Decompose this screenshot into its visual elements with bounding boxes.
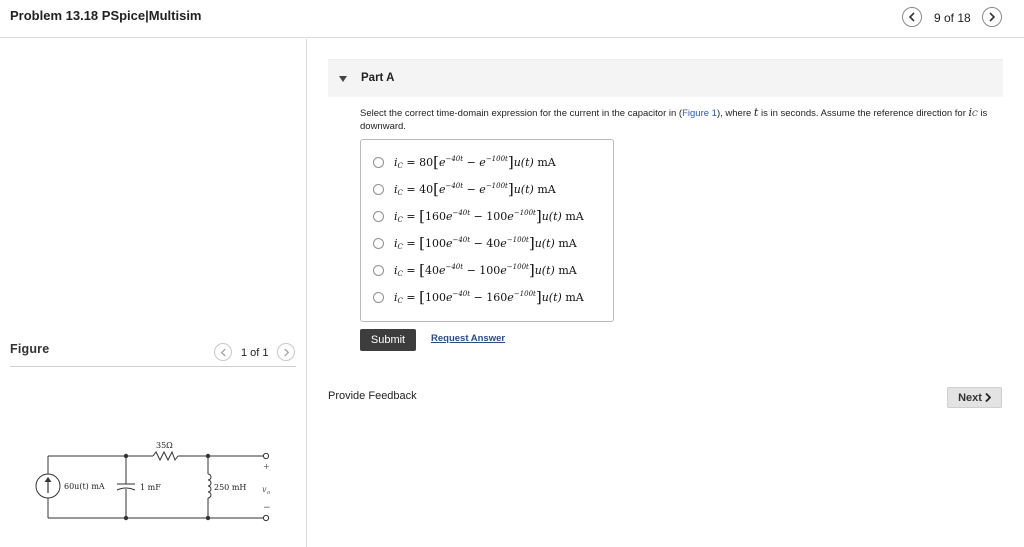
figure-next-button[interactable] — [277, 343, 295, 361]
ic-variable: i — [968, 106, 973, 119]
circuit-diagram[interactable] — [30, 436, 280, 528]
radio-button[interactable] — [373, 211, 384, 222]
t-variable: t — [753, 106, 759, 119]
caret-down-icon[interactable] — [339, 76, 347, 82]
inductor-label: 250 mH — [214, 483, 247, 492]
answer-expression: $i_C = 40[e^{-40t} - e^{-100t}]u(t)$ mA — [394, 180, 556, 198]
terminal-bottom — [263, 515, 268, 520]
figure-heading: Figure — [10, 342, 50, 356]
resistor-symbol — [153, 452, 178, 460]
question-text-mid2: is in seconds. Assume the reference direction for — [758, 108, 969, 119]
figure-divider — [10, 366, 296, 367]
part-a-header[interactable] — [328, 59, 1003, 97]
minus-label: − — [263, 503, 271, 513]
problem-counter: 9 of 18 — [934, 11, 971, 25]
output-sub-label: o — [267, 490, 271, 496]
answer-option[interactable] — [373, 287, 584, 307]
node-bottom-cap — [124, 516, 128, 520]
radio-button[interactable] — [373, 292, 384, 303]
answer-option[interactable] — [373, 206, 584, 226]
header-bar — [0, 0, 1024, 38]
question-text-start: Select the correct time-domain expression for the current in the capacitor in ( — [360, 108, 683, 119]
answer-options — [360, 139, 614, 322]
request-answer-link[interactable]: Request Answer — [431, 333, 506, 344]
answer-option[interactable] — [373, 233, 577, 253]
chevron-right-icon — [985, 393, 991, 402]
answer-expression: $i_C = 80[e^{-40t} - e^{-100t}]u(t)$ mA — [394, 153, 556, 171]
node-top-cap — [124, 454, 128, 458]
node-top-ind — [206, 454, 210, 458]
answer-expression: $i_C = [40e^{-40t} - 100e^{-100t}]u(t)$ mA — [394, 261, 577, 279]
node-bottom-ind — [206, 516, 210, 520]
panel-divider — [306, 39, 307, 547]
output-label: v — [262, 485, 267, 494]
answer-expression: $i_C = [100e^{-40t} - 160e^{-100t}]u(t)$ mA — [394, 288, 584, 306]
radio-button[interactable] — [373, 184, 384, 195]
next-button[interactable] — [947, 387, 1002, 408]
submit-button[interactable]: Submit — [360, 329, 416, 351]
inductor-symbol — [208, 474, 211, 498]
source-label: 60u(t) mA — [64, 482, 105, 491]
part-a-label: Part A — [361, 72, 395, 84]
source-arrow-head — [45, 477, 52, 482]
chevron-left-icon — [908, 12, 916, 22]
answer-option[interactable] — [373, 260, 577, 280]
chevron-right-icon — [283, 348, 290, 357]
capacitor-label: 1 mF — [140, 483, 161, 492]
question-text-end: is downward. — [360, 108, 988, 132]
answer-expression: $i_C = [160e^{-40t} - 100e^{-100t}]u(t)$ mA — [394, 207, 584, 225]
answer-option[interactable] — [373, 152, 556, 172]
chevron-right-icon — [988, 12, 996, 22]
resistor-label: 35Ω — [156, 441, 173, 450]
chevron-left-icon — [220, 348, 227, 357]
ic-subscript: C — [972, 109, 978, 118]
figure-link[interactable]: Figure 1 — [682, 108, 717, 119]
radio-button[interactable] — [373, 157, 384, 168]
figure-counter: 1 of 1 — [241, 347, 269, 359]
plus-label: + — [263, 462, 270, 471]
terminal-top — [263, 453, 268, 458]
figure-prev-button[interactable] — [214, 343, 232, 361]
radio-button[interactable] — [373, 238, 384, 249]
next-problem-button[interactable] — [982, 7, 1002, 27]
answer-option[interactable] — [373, 179, 556, 199]
question-text — [360, 106, 990, 133]
next-button-label: Next — [958, 391, 982, 404]
question-text-mid: ), where — [716, 108, 754, 119]
prev-problem-button[interactable] — [902, 7, 922, 27]
radio-button[interactable] — [373, 265, 384, 276]
answer-expression: $i_C = [100e^{-40t} - 40e^{-100t}]u(t)$ mA — [394, 234, 577, 252]
page-title: Problem 13.18 PSpice|Multisim — [10, 8, 202, 23]
provide-feedback-link[interactable]: Provide Feedback — [328, 390, 417, 402]
